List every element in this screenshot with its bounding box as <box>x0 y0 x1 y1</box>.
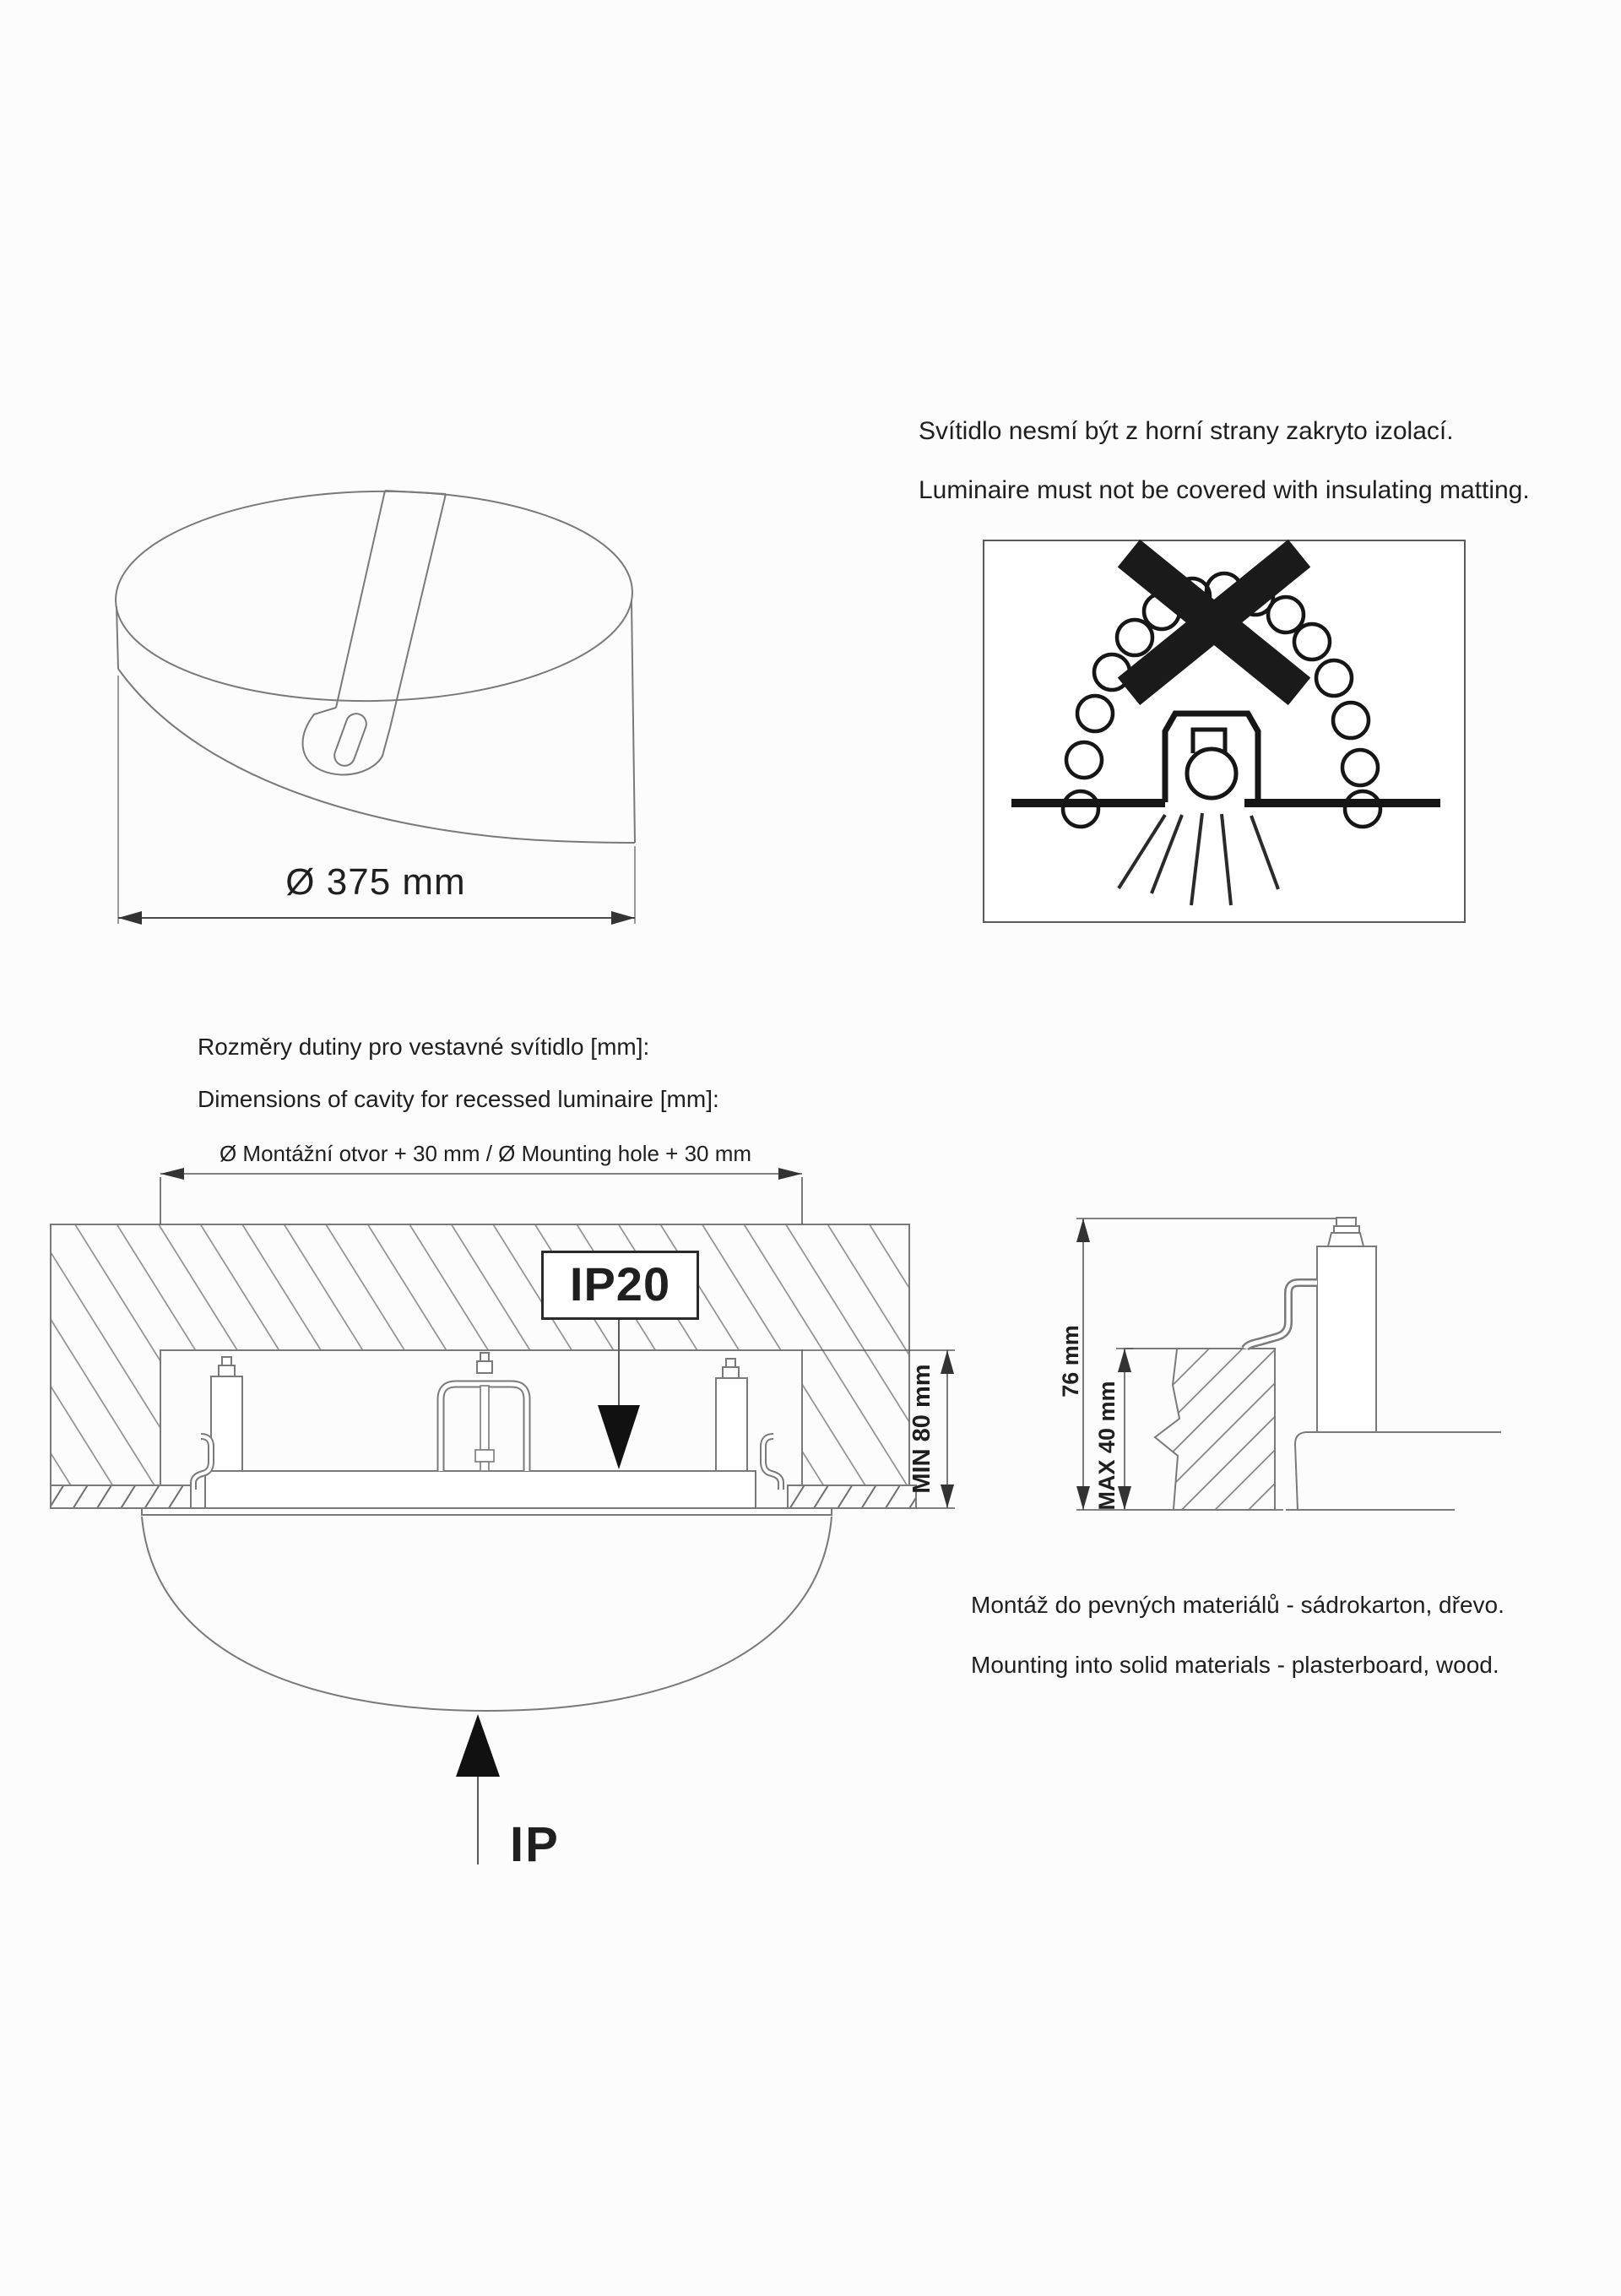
cross-section-drawing <box>51 1168 955 1864</box>
detail-hook-bracket <box>1245 1283 1317 1349</box>
detail-max-thickness-label: MAX 40 mm <box>1093 1381 1120 1511</box>
mounting-strap <box>303 491 446 774</box>
insulation-notice-en: Luminaire must not be covered with insulating matting. <box>919 476 1530 504</box>
solid-mounting-note-en: Mounting into solid materials - plasterboard, wood. <box>971 1652 1499 1678</box>
strap-foot <box>303 708 390 774</box>
min-depth-label: MIN 80 mm <box>908 1364 935 1494</box>
spring-flange-right <box>763 1436 781 1490</box>
side-detail-drawing <box>1076 1218 1501 1510</box>
board-left <box>51 1485 191 1508</box>
cavity-heading-cz: Rozměry dutiny pro vestavné svítidlo [mm]: <box>198 1034 650 1060</box>
board-right <box>788 1485 916 1508</box>
strap-slot <box>332 711 369 768</box>
solid-mounting-note-cz: Montáž do pevných materiálů - sádrokarton, dřevo. <box>971 1592 1504 1618</box>
mounting-post-left <box>211 1357 242 1471</box>
dim-arrow-right <box>611 911 635 925</box>
luminaire-right-edge <box>632 601 635 843</box>
mounting-post-right <box>716 1359 747 1471</box>
detail-post <box>1317 1218 1376 1432</box>
ip-pointer-arrow <box>456 1714 500 1864</box>
ip-label: IP <box>510 1817 560 1872</box>
ceiling-block <box>1125 1349 1275 1510</box>
diameter-label: Ø 375 mm <box>285 861 466 903</box>
detail-height-label: 76 mm <box>1057 1325 1083 1398</box>
mounting-hole-label: Ø Montážní otvor + 30 mm / Ø Mounting hole + 30 mm <box>219 1141 752 1166</box>
cavity-heading-en: Dimensions of cavity for recessed luminaire [mm]: <box>198 1086 719 1112</box>
luminaire-rim <box>114 487 634 706</box>
luminaire-base-plate <box>205 1471 756 1508</box>
ip20-badge: IP20 <box>541 1251 699 1320</box>
dim-arrow-left <box>118 911 142 925</box>
detail-base-plate <box>1286 1432 1501 1510</box>
luminaire-drawing <box>114 487 635 925</box>
luminaire-dome-silhouette <box>118 669 635 843</box>
luminaire-trim-ring <box>142 1508 832 1515</box>
luminaire-dome <box>142 1517 832 1711</box>
mounting-hole-dimension <box>160 1168 802 1224</box>
center-spring-clip <box>441 1353 527 1471</box>
lamp-bulb <box>1187 749 1236 798</box>
insulation-prohibition-pictogram <box>984 540 1465 922</box>
insulation-notice-cz: Svítidlo nesmí být z horní strany zakryto izolací. <box>919 417 1454 445</box>
